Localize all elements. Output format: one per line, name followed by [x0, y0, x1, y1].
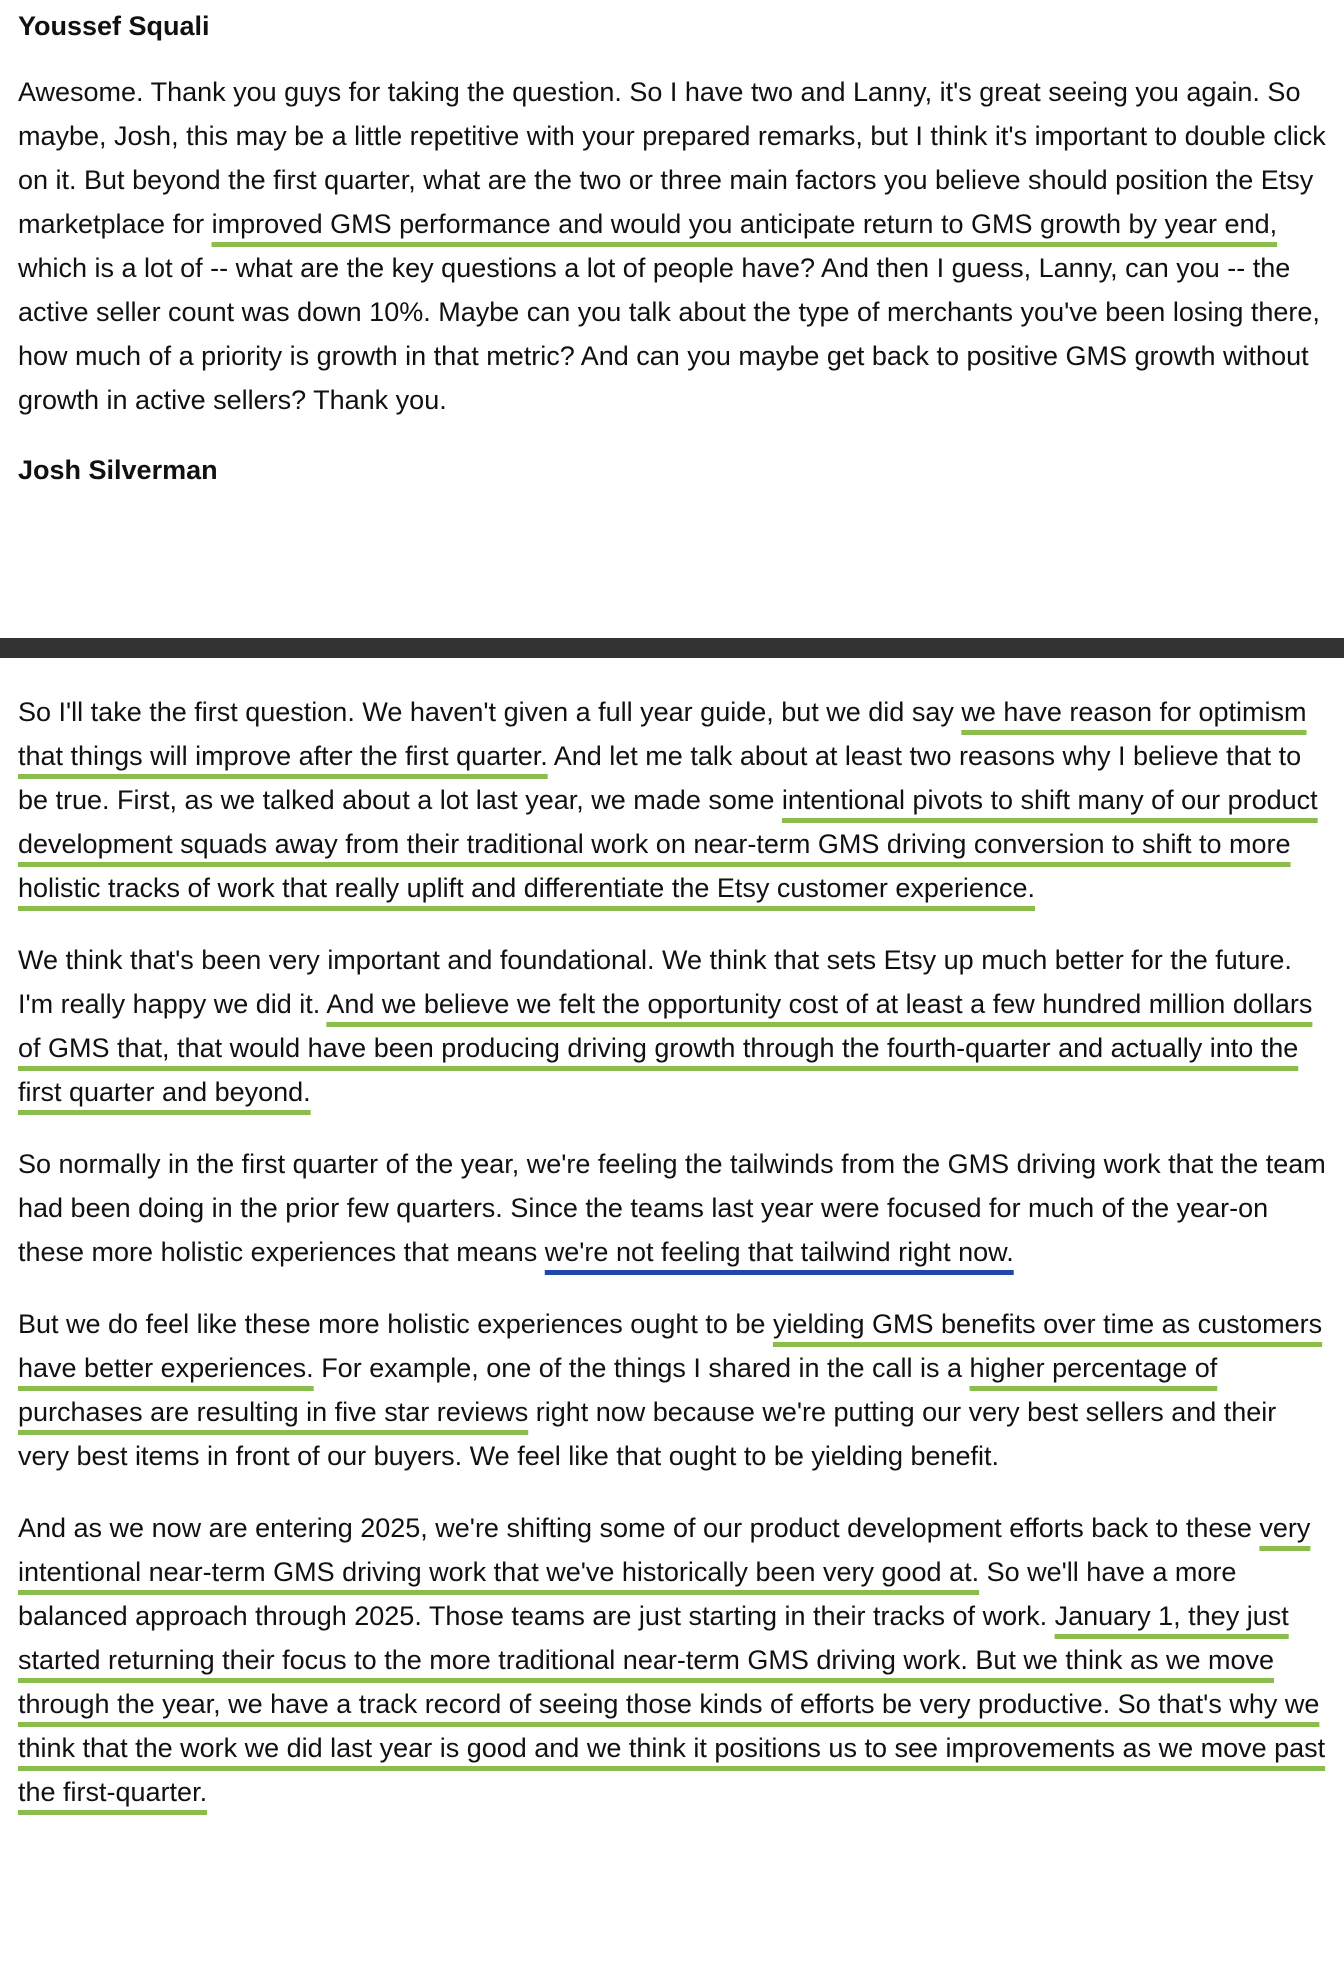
speaker-name: Josh Silverman	[18, 455, 218, 485]
answer-paragraph: But we do feel like these more holistic experiences ought to be yielding GMS benefits over time as customers have better experiences. For example, one of the things I shared in the call is a higher percentage of purchases are resulting in five star reviews right now because we're putting our very best sellers and their very best items in front of our buyers. We feel like that ought to be yielding benefit.	[18, 1309, 1323, 1471]
highlight-green: yielding GMS benefits over time as customers have better experiences.	[18, 1309, 1323, 1383]
question-section	[18, 4, 1328, 492]
answer-paragraph: We think that's been very important and foundational. We think that sets Etsy up much better for the future. I'm really happy we did it. And we believe we felt the opportunity cost of at least a few hundred million dollars of GMS that, that would have been producing driving growth through the fourth-quarter and actually into the first quarter and beyond.	[18, 945, 1313, 1107]
question-paragraph: Awesome. Thank you guys for taking the question. So I have two and Lanny, it's great seeing you again. So maybe, Josh, this may be a little repetitive with your prepared remarks, but I think it's important to double click on it. But beyond the first quarter, what are the two or three main factors you believe should position the Etsy marketplace for improved GMS performance and would you anticipate return to GMS growth by year end, which is a lot of -- what are the key questions a lot of people have? And then I guess, Lanny, can you -- the active seller count was down 10%. Maybe can you talk about the type of merchants you've been losing there, how much of a priority is growth in that metric? And can you maybe get back to positive GMS growth without growth in active sellers? Thank you.	[18, 77, 1326, 415]
answer-paragraph: So normally in the first quarter of the year, we're feeling the tailwinds from the GMS driving work that the team had been doing in the prior few quarters. Since the teams last year were focused for much of the year-on these more holistic experiences that means we're not feeling that tailwind right now.	[18, 1149, 1326, 1267]
highlight-green: improved GMS performance and would you anticipate return to GMS growth by year end,	[211, 209, 1278, 239]
speaker-name: Youssef Squali	[18, 11, 210, 41]
answer-section	[18, 690, 1328, 1842]
highlight-green: higher percentage of purchases are resulting in five star reviews	[18, 1353, 1218, 1427]
highlight-green: very intentional near-term GMS driving work that we've historically been very good at.	[18, 1513, 1311, 1587]
answer-paragraph: So I'll take the first question. We haven't given a full year guide, but we did say we have reason for optimism that things will improve after the first quarter. And let me talk about at least two reasons why I believe that to be true. First, as we talked about a lot last year, we made some intentional pivots to shift many of our product development squads away from their traditional work on near-term GMS driving conversion to shift to more holistic tracks of work that really uplift and differentiate the Etsy customer experience.	[18, 697, 1318, 903]
answer-paragraph: And as we now are entering 2025, we're shifting some of our product development efforts back to these very intentional near-term GMS driving work that we've historically been very good at. So we'll have a more balanced approach through 2025. Those teams are just starting in their tracks of work. January 1, they just started returning their focus to the more traditional near-term GMS driving work. But we think as we move through the year, we have a track record of seeing those kinds of efforts be very productive. So that's why we think that the work we did last year is good and we think it positions us to see improvements as we move past the first-quarter.	[18, 1513, 1326, 1807]
highlight-green: we have reason for optimism that things will improve after the first quarter.	[18, 697, 1307, 771]
section-divider	[0, 638, 1344, 658]
highlight-green: January 1, they just started returning their focus to the more traditional near-term GMS driving work. But we think as we move through the year, we have a track record of seeing those kinds of efforts be very productive. So that's why we think that the work we did last year is good and we think it positions us to see improvements as we move past the first-quarter.	[18, 1601, 1326, 1807]
highlight-green: And we believe we felt the opportunity cost of at least a few hundred million dollars of GMS that, that would have been producing driving growth through the fourth-quarter and actually into the first quarter and beyond.	[18, 989, 1313, 1107]
highlight-blue: we're not feeling that tailwind right now.	[544, 1237, 1014, 1267]
highlight-green: intentional pivots to shift many of our product development squads away from their traditional work on near-term GMS driving conversion to shift to more holistic tracks of work that really uplift and differentiate the Etsy customer experience.	[18, 785, 1318, 903]
